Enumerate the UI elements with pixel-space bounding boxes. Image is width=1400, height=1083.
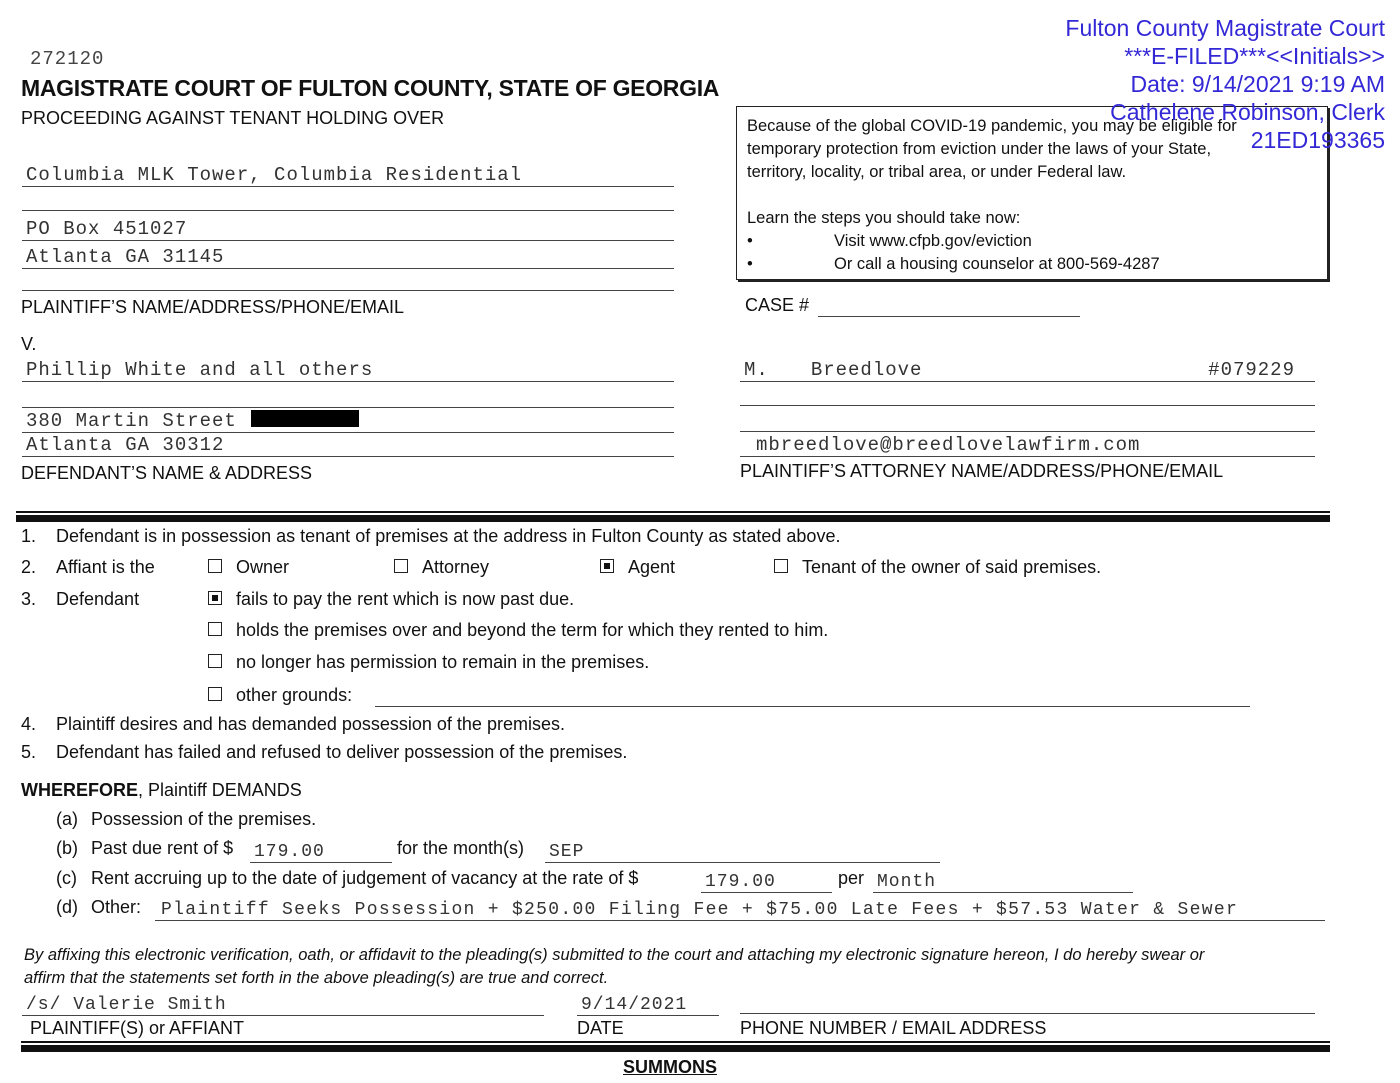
attorney-initial: M.	[744, 359, 769, 381]
bullet-icon: •	[747, 255, 753, 273]
demand-label: (c)	[56, 868, 77, 888]
cfpb-link[interactable]: Visit www.cfpb.gov/eviction	[834, 232, 1032, 250]
item-label: Affiant is the	[56, 557, 155, 577]
attorney-bar-number: #079229	[1208, 359, 1295, 381]
checkbox-tenant[interactable]	[774, 559, 788, 573]
attorney-line	[740, 431, 1315, 432]
defendant-label: DEFENDANT’S NAME & ADDRESS	[21, 463, 313, 483]
plaintiff-line	[22, 290, 674, 291]
stamp-date: Date: 9/14/2021 9:19 AM	[1130, 71, 1385, 97]
attorney-name-field[interactable]	[740, 359, 1315, 382]
attorney-label: PLAINTIFF’S ATTORNEY NAME/ADDRESS/PHONE/EMAIL	[740, 461, 1224, 481]
wherefore-heading	[21, 780, 302, 801]
defendant-line	[22, 407, 674, 408]
signature-label: PLAINTIFF(S) or AFFIANT	[30, 1018, 245, 1038]
verification-line: affirm that the statements set forth in the above pleading(s) are true and correct.	[24, 969, 609, 987]
plaintiff-name-field[interactable]: Columbia MLK Tower, Columbia Residential	[22, 164, 674, 187]
item-text: Plaintiff desires and has demanded possession of the premises.	[56, 714, 565, 734]
efile-stamp	[1065, 14, 1385, 154]
checkbox-agent[interactable]	[600, 559, 614, 573]
date-field[interactable]: 9/14/2021	[577, 995, 719, 1016]
versus-label: V.	[21, 334, 37, 354]
item-4	[21, 714, 565, 735]
item-3	[21, 589, 139, 610]
stamp-clerk: Cathelene Robinson, Clerk	[1110, 99, 1385, 125]
wherefore-rest: , Plaintiff DEMANDS	[138, 780, 302, 800]
defendant-fails-to-pay-option[interactable]	[208, 589, 574, 610]
counselor-phone: Or call a housing counselor at 800-569-4287	[834, 255, 1160, 273]
demand-text: Possession of the premises.	[91, 809, 317, 829]
document-number: 272120	[30, 48, 105, 70]
attorney-name: Breedlove	[810, 359, 923, 381]
other-grounds-field[interactable]	[375, 706, 1250, 707]
affiant-tenant-option[interactable]	[774, 557, 1101, 578]
item-number: 5.	[21, 742, 37, 762]
past-due-amount-field[interactable]: 179.00	[250, 842, 392, 863]
months-label: for the month(s)	[397, 838, 525, 858]
stamp-court: Fulton County Magistrate Court	[1065, 15, 1385, 41]
affiant-agent-option[interactable]	[600, 557, 675, 578]
section-divider	[16, 515, 1330, 522]
demand-d	[56, 897, 141, 918]
item-5	[21, 742, 627, 763]
affiant-attorney-option[interactable]	[394, 557, 489, 578]
item-number: 4.	[21, 714, 37, 734]
accruing-rate-field[interactable]: 179.00	[701, 872, 832, 893]
covid-notice-line: territory, locality, or tribal area, or under Federal law.	[747, 163, 1127, 181]
option-label: no longer has permission to remain in the premises.	[236, 652, 650, 672]
covid-notice-line: Because of the global COVID-19 pandemic, you may be eligible for	[747, 117, 1237, 135]
summons-heading: SUMMONS	[623, 1057, 717, 1077]
defendant-no-permission-option[interactable]	[208, 652, 649, 673]
stamp-efiled: ***E-FILED***<<Initials>>	[1124, 43, 1385, 69]
per-label: per	[838, 868, 865, 888]
plaintiff-line	[22, 210, 674, 211]
covid-bullet	[747, 230, 1317, 253]
covid-notice-line: temporary protection from eviction under the laws of your State,	[747, 140, 1212, 158]
court-title: MAGISTRATE COURT OF FULTON COUNTY, STATE OF GEORGIA	[21, 75, 720, 101]
bullet-icon: •	[747, 232, 753, 250]
other-demands-field[interactable]: Plaintiff Seeks Possession + $250.00 Filing Fee + $75.00 Late Fees + $57.53 Water & Sewer	[155, 900, 1325, 921]
option-label: Owner	[236, 557, 290, 577]
demand-c	[56, 868, 638, 889]
item-1	[21, 526, 840, 547]
item-number: 1.	[21, 526, 37, 546]
defendant-name-field[interactable]: Phillip White and all others	[22, 359, 674, 382]
demand-label: (b)	[56, 838, 78, 858]
demand-b	[56, 838, 233, 859]
demand-text: Past due rent of $	[91, 838, 234, 858]
plaintiff-address1-field[interactable]: PO Box 451027	[22, 218, 674, 241]
proceeding-title: PROCEEDING AGAINST TENANT HOLDING OVER	[21, 108, 445, 128]
checkbox-fails-to-pay[interactable]	[208, 591, 222, 605]
section-divider	[16, 511, 1330, 513]
plaintiff-label: PLAINTIFF’S NAME/ADDRESS/PHONE/EMAIL	[21, 297, 405, 317]
stamp-case-number: 21ED193365	[1250, 127, 1385, 153]
item-number: 2.	[21, 557, 37, 577]
demand-label: (d)	[56, 897, 78, 917]
demand-text: Other:	[91, 897, 142, 917]
section-divider	[21, 1045, 1330, 1052]
wherefore-bold: WHEREFORE	[21, 780, 138, 800]
contact-field[interactable]	[740, 1013, 1315, 1014]
demand-label: (a)	[56, 809, 78, 829]
option-label: Agent	[628, 557, 676, 577]
defendant-address2-field[interactable]: Atlanta GA 30312	[22, 434, 674, 457]
demand-text: Rent accruing up to the date of judgement of vacancy at the rate of $	[91, 868, 639, 888]
signature-field[interactable]: /s/ Valerie Smith	[22, 995, 544, 1016]
covid-steps-heading: Learn the steps you should take now:	[747, 209, 1021, 227]
defendant-other-grounds-option[interactable]	[208, 685, 352, 706]
case-number-field[interactable]	[818, 316, 1080, 317]
checkbox-holds-over[interactable]	[208, 622, 222, 636]
option-label: holds the premises over and beyond the term for which they rented to him.	[236, 620, 829, 640]
item-number: 3.	[21, 589, 37, 609]
contact-label: PHONE NUMBER / EMAIL ADDRESS	[740, 1018, 1047, 1038]
section-divider	[21, 1041, 1330, 1043]
redaction-block	[251, 410, 359, 427]
demand-a	[56, 809, 316, 830]
covid-bullet	[747, 253, 1317, 276]
plaintiff-address2-field[interactable]: Atlanta GA 31145	[22, 246, 674, 269]
verification-line: By affixing this electronic verification, oath, or affidavit to the pleading(s) submitted to the court and attaching my electronic signature hereon, I do hereby swear or	[24, 946, 1205, 964]
months-field[interactable]: SEP	[545, 842, 940, 863]
option-label: Attorney	[422, 557, 490, 577]
attorney-email-field[interactable]: mbreedlove@breedlovelawfirm.com	[740, 434, 1315, 457]
item-text: Defendant has failed and refused to deliver possession of the premises.	[56, 742, 628, 762]
defendant-address1-field[interactable]	[22, 410, 674, 433]
item-2	[21, 557, 1221, 578]
affiant-owner-option[interactable]	[208, 557, 289, 578]
option-label: other grounds:	[236, 685, 353, 705]
item-label: Defendant	[56, 589, 140, 609]
checkbox-owner[interactable]	[208, 559, 222, 573]
checkbox-no-permission[interactable]	[208, 654, 222, 668]
per-period-field[interactable]: Month	[873, 872, 1133, 893]
defendant-holds-over-option[interactable]	[208, 620, 828, 641]
option-label: fails to pay the rent which is now past due.	[236, 589, 575, 609]
option-label: Tenant of the owner of said premises.	[802, 557, 1102, 577]
checkbox-other-grounds[interactable]	[208, 687, 222, 701]
date-label: DATE	[577, 1018, 624, 1038]
defendant-address1-text: 380 Martin Street	[26, 410, 237, 432]
checkbox-attorney[interactable]	[394, 559, 408, 573]
case-number-label: CASE #	[745, 295, 810, 315]
attorney-line	[740, 405, 1315, 406]
item-text: Defendant is in possession as tenant of premises at the address in Fulton County as stated above.	[56, 526, 841, 546]
